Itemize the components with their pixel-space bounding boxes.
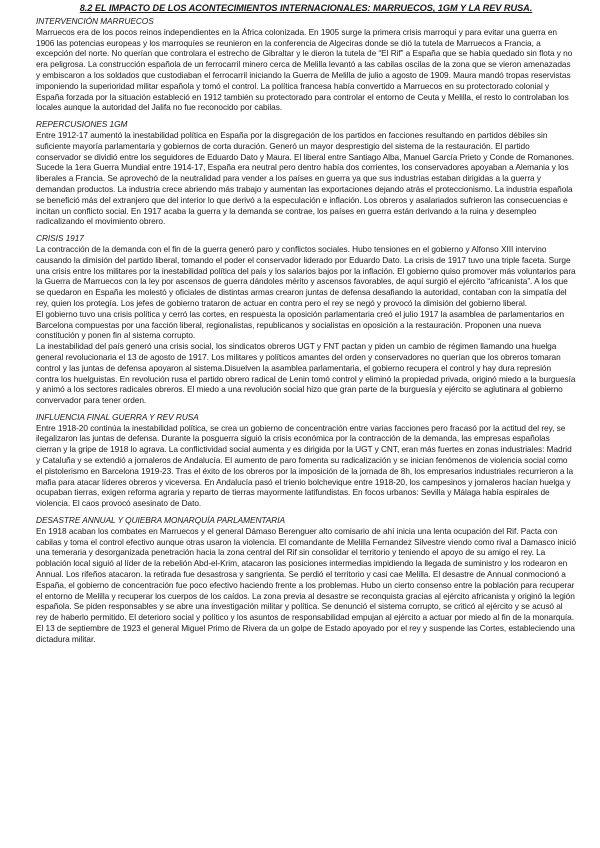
paragraph: En 1918 acaban los combates en Marruecos y el general Dámaso Berenguer alto comisario de ahí inicia una lenta ocupación del Rif. Pacta con cabilas y toma el control efectivo aunque otras usaron la violencia. El comandante de Melilla Fernandez Silvestre viendo como rival a Damasco inició una temeraria y desorganizada penetración hacia la zona central del Rif sin consolidar el territorio y teniendo el apoyo de su amigo el rey. La población local siguió al líder de la rebelión Abd-el-Krim, atacaron las posiciones intermedias impidiendo la llegada de suministro y los rodearon en Annual. Los rifeños atacaron. la retirada fue desastrosa y sangrienta. Se perdió el territorio y casi cae Melilla. El desastre de Annual conmocionó a España, el gobierno de concentración fue poco efectivo haciendo frente a los problemas. Hubo un cierto consenso entre la población para recuperar el entorno de Melilla y recuperar los cuerpos de los caídos. La zona previa al desastre se reconquista gracias al ejército africanista y originó la legión española. Se piden responsables y se abre una investigación militar y política. Se denunció el sistema corrupto, se criticó al ejército y se acusó al rey de haberlo permitido. El deterioro social y político y los asuntos de responsabilidad empujan al ejército a actuar por miedo al fin de la monarquía. El 13 de septiembre de 1923 el general Miguel Primo de Rivera da un golpe de Estado apoyado por el rey y suspende las Cortes, estableciendo una dictadura militar. xyxy=(36,525,577,644)
document-title: 8.2 EL IMPACTO DE LOS ACONTECIMIENTOS INTERNACIONALES: MARRUECOS, 1GM Y LA REV RUSA. xyxy=(79,3,533,13)
paragraph: Entre 1918-20 continúa la inestabilidad política, se crea un gobierno de concentración entre varias facciones pero fracasó por la actitud del rey, se ilegalizaron las juntas de defensa. Durante la posguerra siguió la crisis económica por la contracción de la demanda, las empresas españolas cierran y la gripe de 1918 lo agrava. La conflictividad social aumenta y es dirigida por la UGT y CNT, eran más fuertes en zonas industriales: Madrid y Cataluña y se extendió a jornaleros de Andalucía. El aumento de paro fomenta su radicalización y se inician fenómenos de violencia social como el pistolerismo en Barcelona 1919-23. Tras el éxito de los obreros por la imposición de la jornada de 8h, los empresarios industriales recurrieron a la mafia para atacar líderes obreros y viceversa. En Andalucía pasó el trienio bolchevique entre 1918-20, los campesinos y jornaleros hacían huelga y ocupaban tierras, exigen reforma agraria y reparto de tierras mayormente latifundistas. En focos urbanos: Sevilla y Málaga había espirales de violencia. El caos provocó asesinato de Dato. xyxy=(36,422,574,509)
section-heading: INTERVENCIÓN MARRUECOS xyxy=(36,16,154,26)
section-desastre-annual xyxy=(36,515,576,645)
document-page xyxy=(36,0,576,651)
paragraph: Marruecos era de los pocos reinos independientes en la África colonizada. En 1905 surge la primera crisis marroquí y para evitar una guerra en 1906 las potencias europeas y los marroquíes se reunieron en la conferencia de Algeciras donde se dió la tutela de Marruecos a Francia, a excepción del norte. No querían que controlara el estrecho de Gibraltar y le dieron la tutela de “El Rif” a España que se había quedado sin flota y no era peligrosa. La construcción española de un ferrocarril minero cerca de Melilla levantó a las cabilas oscilas de la zona que se vieron amenazadas y embiscaron a los soldados que custodiaban el ferrocarril iniciando la Guerra de Melilla de julio a agosto de 1909. Maura mandó tropas reservistas imponiendo la superioridad militar española y tomó el control. La política francesa había convertido a Marruecos en su protectorado colonial y España forzada por la situación estableció en 1912 también su protectorado para controlar el entorno de Ceuta y Melilla, el resto lo controlaban los locales aunque la autoridad del Jalifa no fue reconocido por cabilas. xyxy=(36,26,573,113)
section-heading: DESASTRE ANNUAL Y QUIEBRA MONARQUÍA PARLAMENTARIA xyxy=(36,515,285,526)
section-heading: INFLUENCIA FINAL GUERRA Y REV RUSA xyxy=(36,411,199,422)
section-influencia-final-guerra xyxy=(36,412,576,509)
paragraph: La contracción de la demanda con el fin de la guerra generó paro y conflictos sociales. Hubo tensiones en el gobierno y Alfonso XIII intervino causando la dimisión del partido liberal, tomando el poder el conservador liderado por Eduardo Dato. La crisis de 1917 tuvo una triple faceta. Surge una crisis entre los militares por la inestabilidad política del país y los salarios bajos por la inflación. El gobierno quiso promover más voluntarios para la Guerra de Marruecos con la ley por ascensos de guerra dándoles mérito y ascensos favorables, de aquí surgió el ejército “africanista”. A los que se quedaron en España les molestó y oficiales de distintas armas crearon juntas de defensa desafiando la autoridad, contaban con la simpatía del rey, quien los protegía. Los jefes de gobierno trataron de actuar en contra pero el rey se negó y provocó la dimisión del gobierno liberal. xyxy=(36,243,576,308)
paragraph: La inestabilidad del país generó una crisis social, los sindicatos obreros UGT y FNT pactan y piden un cambio de régimen llamando una huelga general revolucionaria el 13 de agosto de 1917. Los militares y políticos amantes del orden y conservadores no querían que los obreros tomaran control y las juntas de defensa apoyaron al sistema.Disuelven la asamblea parlamentaria, el gobierno recupera el control y hay dura represión contra los huelguistas. En revolución rusa el partido obrero radical de Lenin tomó control y eliminó la propiedad privada, originó miedo a la burguesía y animó a los sectores radicales obreros. El miedo a una revolución social hizo que gran parte de la burguesía y ejército se aglutinara al gobierno convervador para tener orden. xyxy=(36,341,576,406)
section-intervencion-marruecos xyxy=(36,16,576,113)
paragraph: El gobierno tuvo una crisis política y cerró las cortes, en respuesta la oposición parlamentaria creó el julio 1917 la asamblea de parlamentarios en Barcelona compuestas por una facción liberal, regionalistas, republicanos y socialistas en oposición a la restauración. Proponen una nueva constitución y ponen fin al sistema corrupto. xyxy=(36,308,565,341)
section-heading: REPERCUSIONES 1GM xyxy=(36,119,128,130)
paragraph: Entre 1912-17 aumentó la inestabilidad política en España por la disgregación de los partidos en facciones resultando en partidos débiles sin suficiente mayoría parlamentaria y gobiernos de corta duración. Generó un mayor desprestigio del sistema de la restauración. El partido conservador se dividió entre los seguidores de Eduardo Dato y Maura. El liberal entre Santiago Alba, Manuel García Prieto y Conde de Romanones. Sucede la 1era Guerra Mundial entre 1914-17, España era neutral pero dentro había dos corrientes, los conservadores apoyaban a Alemania y los liberales a Francia. Se aprovechó de la neutralidad para vender a los países en guerra ya que sus industrias estaban dirigidas a la guerra y demandan productos. La industria crece abriendo más trabajo y aumentan las exportaciones dejando atrás el proteccionismo. La industria española se benefició más del extranjero que del interior lo que derivó a la especulación e inflación. Los obreros y asalariados sufrieron las consecuencias e incitan un conflicto social. En 1917 acaba la guerra y la demanda se contrae, los países en guerra están derivando a la ruina y desempleo radicalizando el movimiento obrero. xyxy=(36,129,574,227)
section-heading: CRISIS 1917 xyxy=(36,233,84,244)
section-repercusiones-1gm xyxy=(36,119,576,227)
section-crisis-1917 xyxy=(36,233,576,406)
